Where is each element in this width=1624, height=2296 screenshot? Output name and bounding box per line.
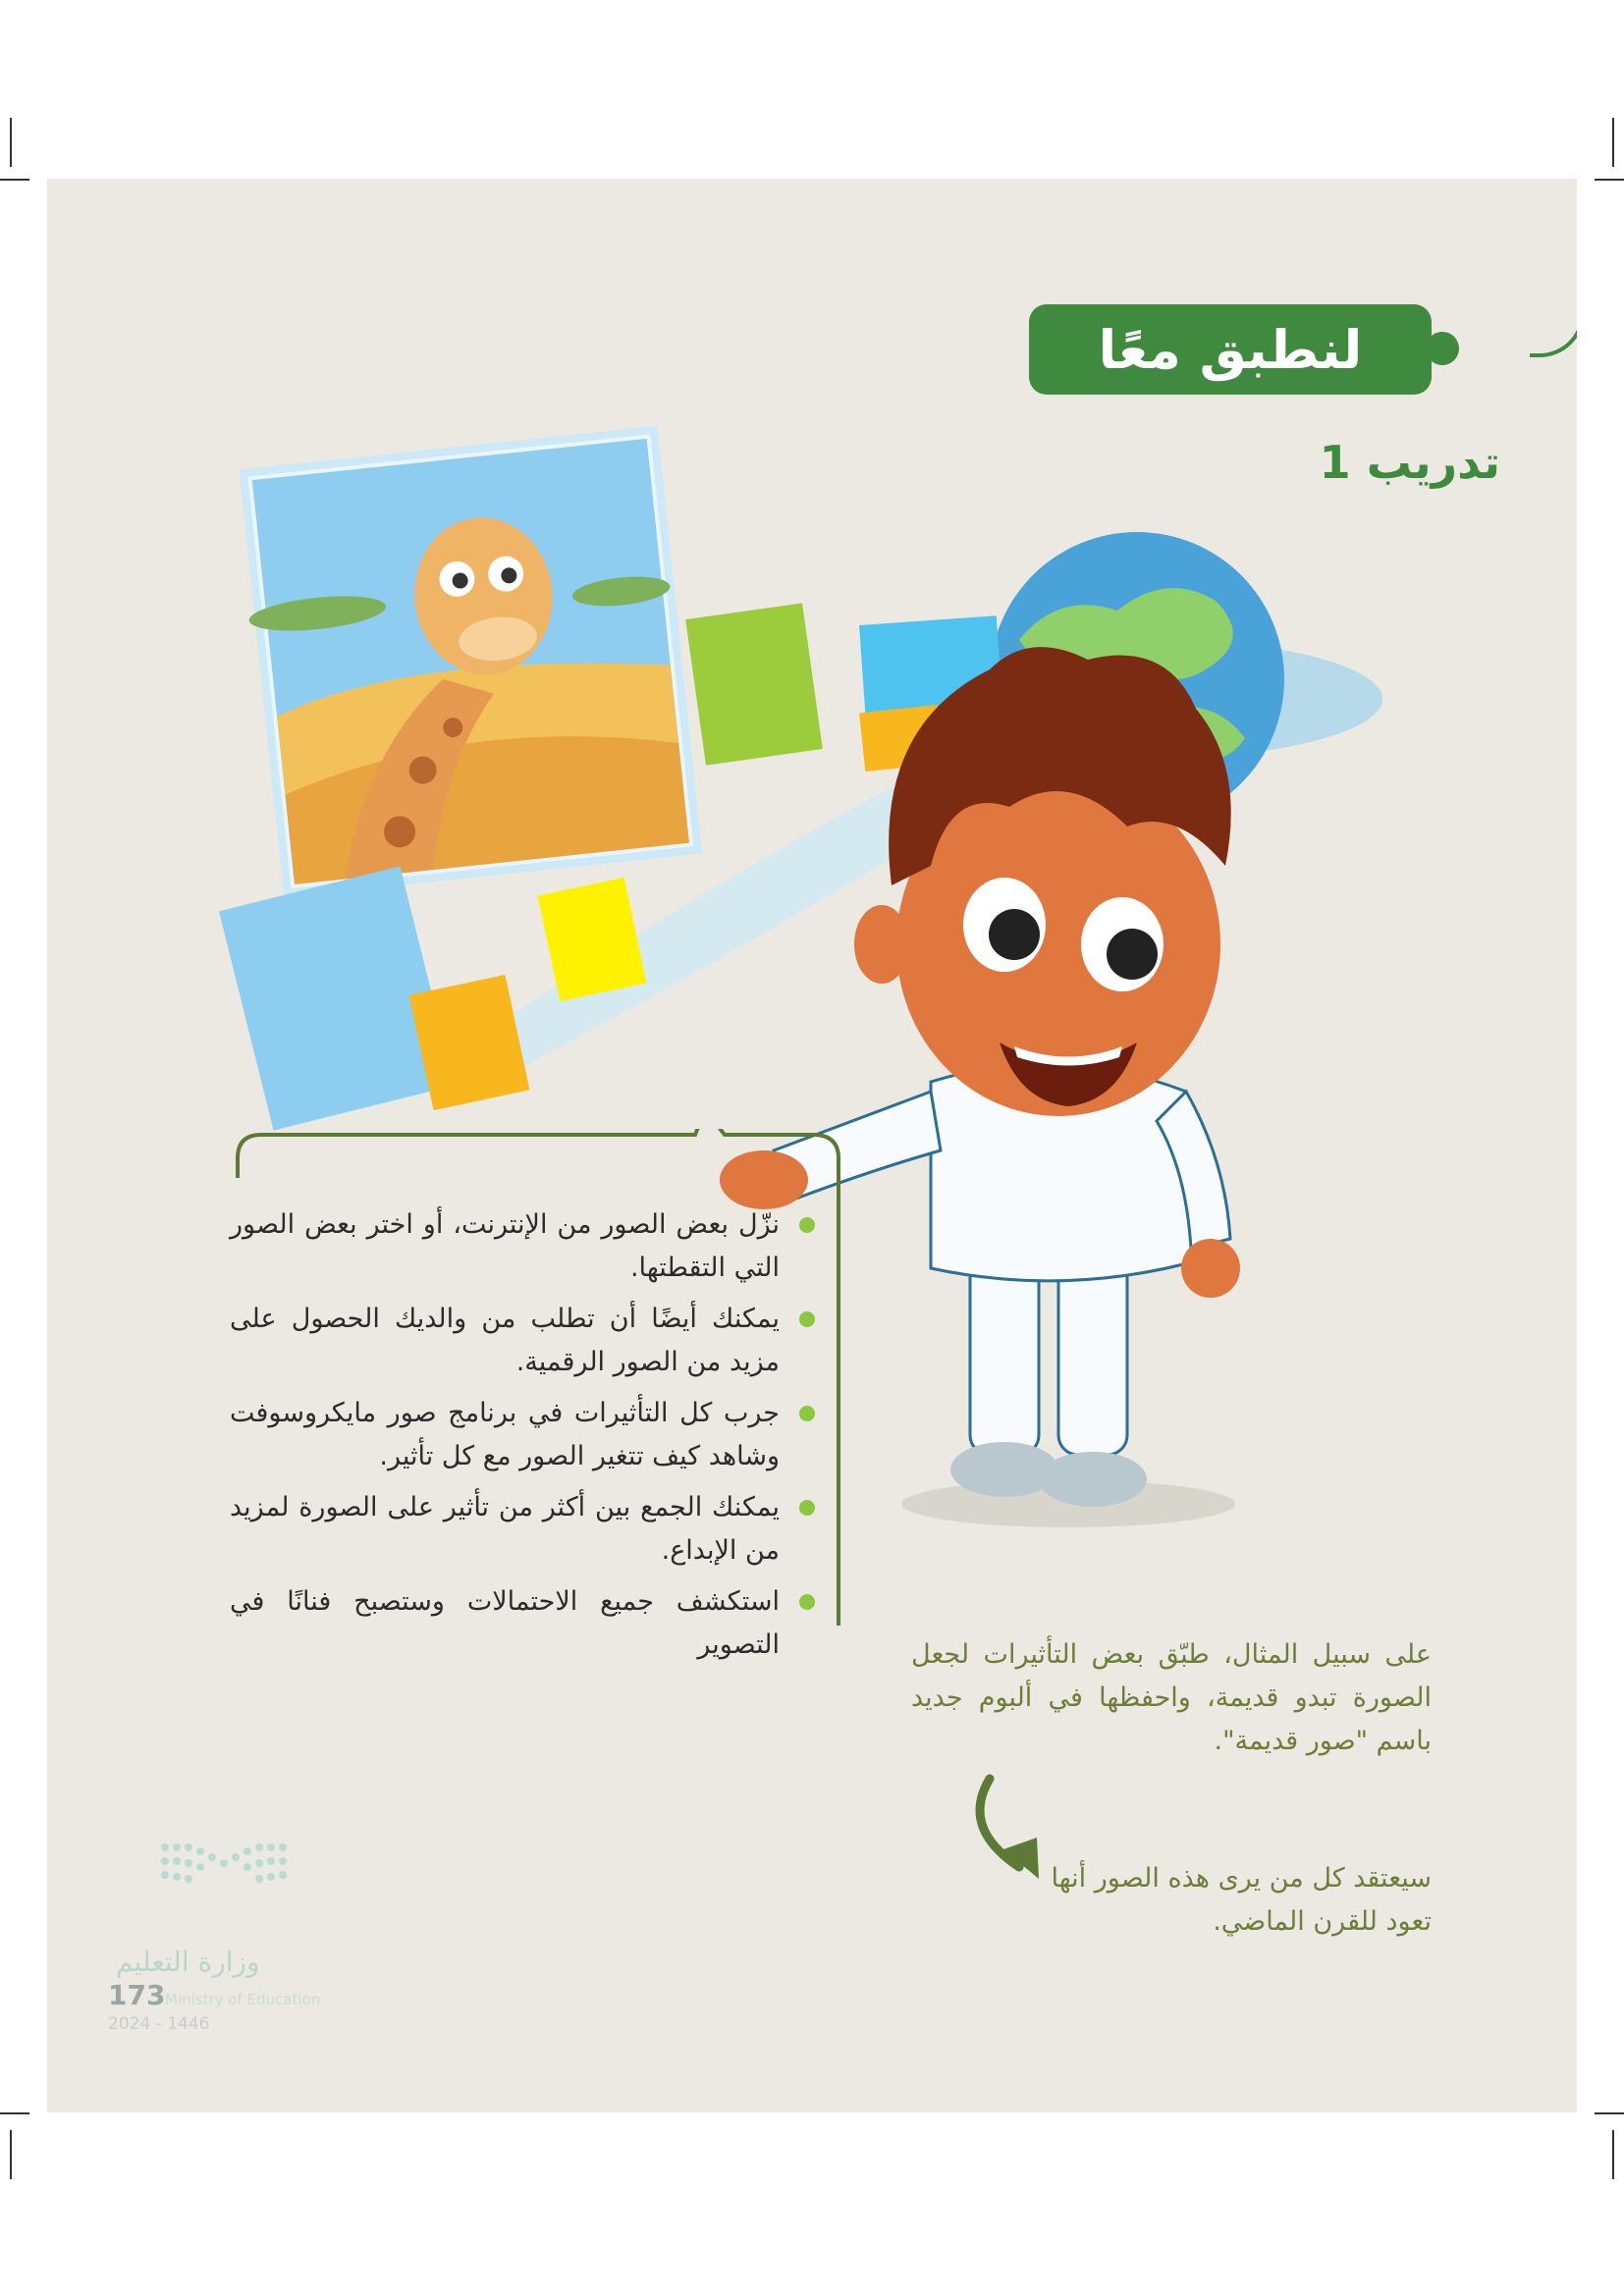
ministry-name-arabic: وزارة التعليم [116, 1946, 260, 1978]
crop-mark [10, 2130, 12, 2179]
bullet-dot-icon [799, 1311, 815, 1327]
list-item [230, 1580, 815, 1667]
bullet-dot-icon [799, 1217, 815, 1233]
list-item [230, 1486, 815, 1573]
crop-mark [1595, 179, 1624, 181]
list-item [230, 1203, 815, 1290]
textbook-page [47, 179, 1577, 2112]
crop-mark [1612, 2130, 1614, 2179]
page-number: 173 [108, 1979, 166, 2011]
bullet-dot-icon [799, 1406, 815, 1421]
list-item [230, 1298, 815, 1384]
crop-mark [0, 2112, 29, 2114]
crop-mark [1595, 2112, 1624, 2114]
bullet-dot-icon [799, 1500, 815, 1516]
ministry-name-english: Ministry of Education [165, 1991, 321, 2008]
crop-mark [10, 118, 12, 167]
ministry-logo-icon [106, 1808, 342, 1965]
crop-mark [0, 179, 29, 181]
list-item-text: استكشف جميع الاحتمالات وستصبح فنانًا في التصوير [230, 1586, 780, 1660]
section-title: لنطبق معًا [1098, 318, 1363, 381]
result-note: سيعتقد كل من يرى هذه الصور أنها تعود للقرن الماضي. [1051, 1863, 1432, 1937]
list-item-text: نزّل بعض الصور من الإنترنت، أو اختر بعض الصور التي التقطتها. [230, 1209, 780, 1283]
list-item [230, 1392, 815, 1478]
instruction-list [230, 1203, 815, 1675]
list-item-text: يمكنك أيضًا أن تطلب من والديك الحصول على مزيد من الصور الرقمية. [230, 1304, 780, 1377]
list-item-text: يمكنك الجمع بين أكثر من تأثير على الصورة لمزيد من الإبداع. [230, 1492, 780, 1566]
giraffe-photo [234, 430, 698, 894]
crop-mark [1612, 118, 1614, 167]
list-item-text: جرب كل التأثيرات في برنامج صور مايكروسوفت وشاهد كيف تتغير الصور مع كل تأثير. [230, 1398, 780, 1471]
bullet-dot-icon [799, 1594, 815, 1610]
example-note: على سبيل المثال، طبّق بعض التأثيرات لجعل الصورة تبدو قديمة، واحفظها في ألبوم جديد باسم "صور قديمة". [911, 1639, 1432, 1756]
academic-year: 2024 - 1446 [108, 2014, 210, 2034]
exercise-title: تدريب 1 [1319, 436, 1500, 489]
